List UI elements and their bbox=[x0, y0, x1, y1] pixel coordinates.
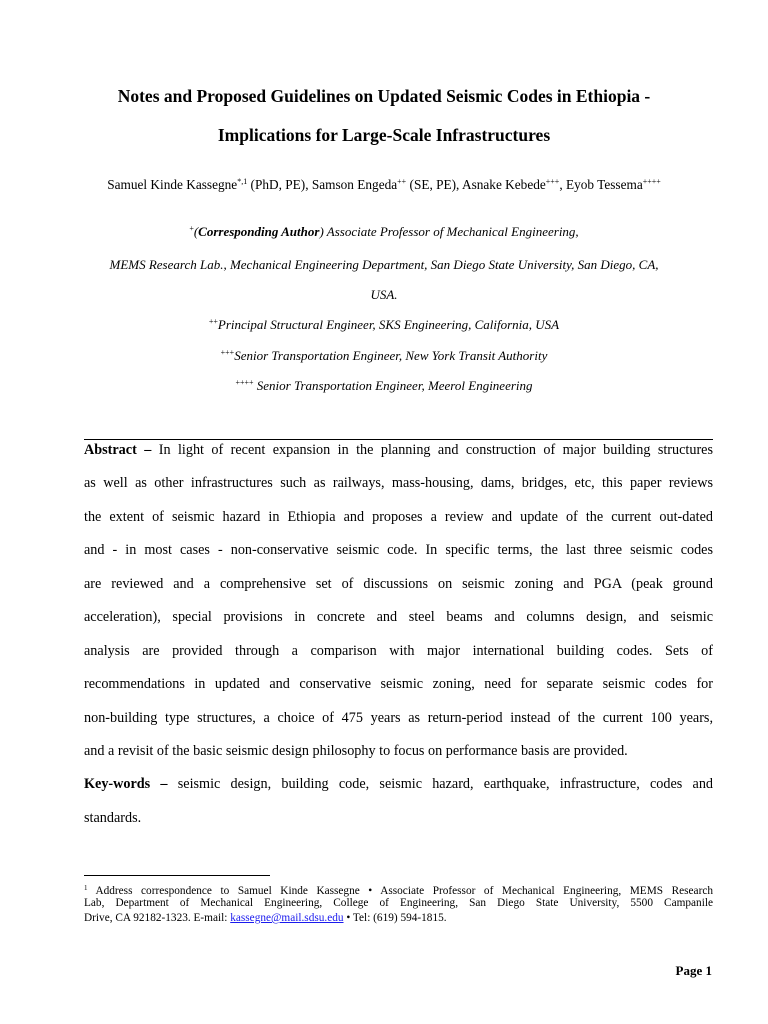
abstract-line: as well as other infrastructures such as railways, mass-housing, dams, bridges, etc, this paper reviews bbox=[84, 475, 713, 491]
footnote-line: Lab, Department of Mechanical Engineering, College of Engineering, San Diego State University, 5500 Campanile bbox=[84, 897, 713, 909]
affiliation-mark: + bbox=[189, 224, 194, 233]
affiliation-1-line-2: MEMS Research Lab., Mechanical Engineering Department, San Diego State University, San Diego, CA, bbox=[109, 257, 659, 272]
affiliation-text: Associate Professor of Mechanical Engineering, bbox=[326, 224, 579, 239]
abstract-line: are reviewed and a comprehensive set of discussions on seismic zoning and PGA (peak ground bbox=[84, 576, 713, 592]
corresponding-author-label: Corresponding Author bbox=[198, 224, 320, 239]
affiliation-text: Senior Transportation Engineer, Meerol Engineering bbox=[253, 378, 533, 393]
abstract-line: and - in most cases - non-conservative seismic code. In specific terms, the last three seismic codes bbox=[84, 542, 713, 558]
author-name: Eyob Tessema bbox=[565, 177, 643, 192]
keywords-label: Key-words – bbox=[84, 776, 168, 792]
abstract-line: the extent of seismic hazard in Ethiopia and proposes a review and update of the current out-dated bbox=[84, 509, 713, 525]
footnote-line: $^1$ Address correspondence to Samuel Kinde Kassegne • Associate Professor of Mechanical Engineering, MEMS Research bbox=[84, 884, 713, 897]
footnote-line: Drive, CA 92182-1323. E-mail: kassegne@mail.sdsu.edu • Tel: (619) 594-1815. bbox=[84, 912, 447, 924]
affiliation-1: +(Corresponding Author) Associate Professor of Mechanical Engineering, bbox=[189, 224, 579, 239]
paper-title-line-2: Implications for Large-Scale Infrastructures bbox=[217, 125, 551, 145]
affiliation-3 bbox=[0, 348, 768, 364]
footnote-divider bbox=[84, 875, 270, 876]
author-mark: ++++ bbox=[642, 177, 661, 186]
email-link[interactable]: kassegne@mail.sdsu.edu bbox=[230, 912, 344, 924]
affiliation-2 bbox=[0, 317, 768, 333]
page-number: Page 1 bbox=[675, 963, 712, 978]
author-name: Samson Engeda bbox=[311, 177, 398, 192]
affiliation-4 bbox=[0, 378, 768, 394]
paper-title-line-1: Notes and Proposed Guidelines on Updated Seismic Codes in Ethiopia - bbox=[117, 86, 651, 106]
affiliation-mark: +++ bbox=[220, 348, 235, 357]
abstract-line: acceleration), special provisions in concrete and steel beams and columns design, and seismic bbox=[84, 609, 713, 625]
keywords-line: Key-words – seismic design, building code, seismic hazard, earthquake, infrastructure, codes and bbox=[84, 776, 714, 792]
author-mark: +++ bbox=[545, 177, 560, 186]
abstract-line: analysis are provided through a comparison with major international building codes. Sets of bbox=[84, 643, 713, 659]
author-mark: ++ bbox=[397, 177, 407, 186]
abstract-line: recommendations in updated and conservative seismic zoning, need for separate seismic codes for bbox=[84, 676, 713, 692]
author-credentials: , bbox=[559, 177, 566, 192]
author-mark: *,1 bbox=[237, 177, 248, 186]
affiliation-text: Senior Transportation Engineer, New York Transit Authority bbox=[234, 348, 548, 363]
keywords-line: standards. bbox=[84, 810, 142, 826]
affiliation-1-line-3: USA. bbox=[370, 287, 398, 302]
author-name: Asnake Kebede bbox=[461, 177, 546, 192]
author-name: Samuel Kinde Kassegne bbox=[107, 177, 238, 192]
affiliation-mark: ++ bbox=[208, 317, 218, 326]
affiliation-mark: ++++ bbox=[235, 378, 254, 387]
author-list bbox=[0, 177, 768, 193]
affiliation-text: Principal Structural Engineer, SKS Engineering, California, USA bbox=[217, 317, 560, 332]
author-credentials: (PhD, PE), bbox=[247, 177, 312, 192]
abstract-line: and a revisit of the basic seismic design philosophy to focus on performance basis are provided. bbox=[84, 743, 628, 759]
footnote-mark: 1 bbox=[84, 884, 88, 892]
abstract-label: Abstract – bbox=[84, 442, 152, 458]
abstract-line: Abstract – In light of recent expansion in the planning and construction of major building structures bbox=[84, 442, 713, 458]
abstract-line: non-building type structures, a choice of 475 years as return-period instead of the current 100 years, bbox=[84, 710, 713, 726]
author-credentials: (SE, PE), bbox=[406, 177, 462, 192]
